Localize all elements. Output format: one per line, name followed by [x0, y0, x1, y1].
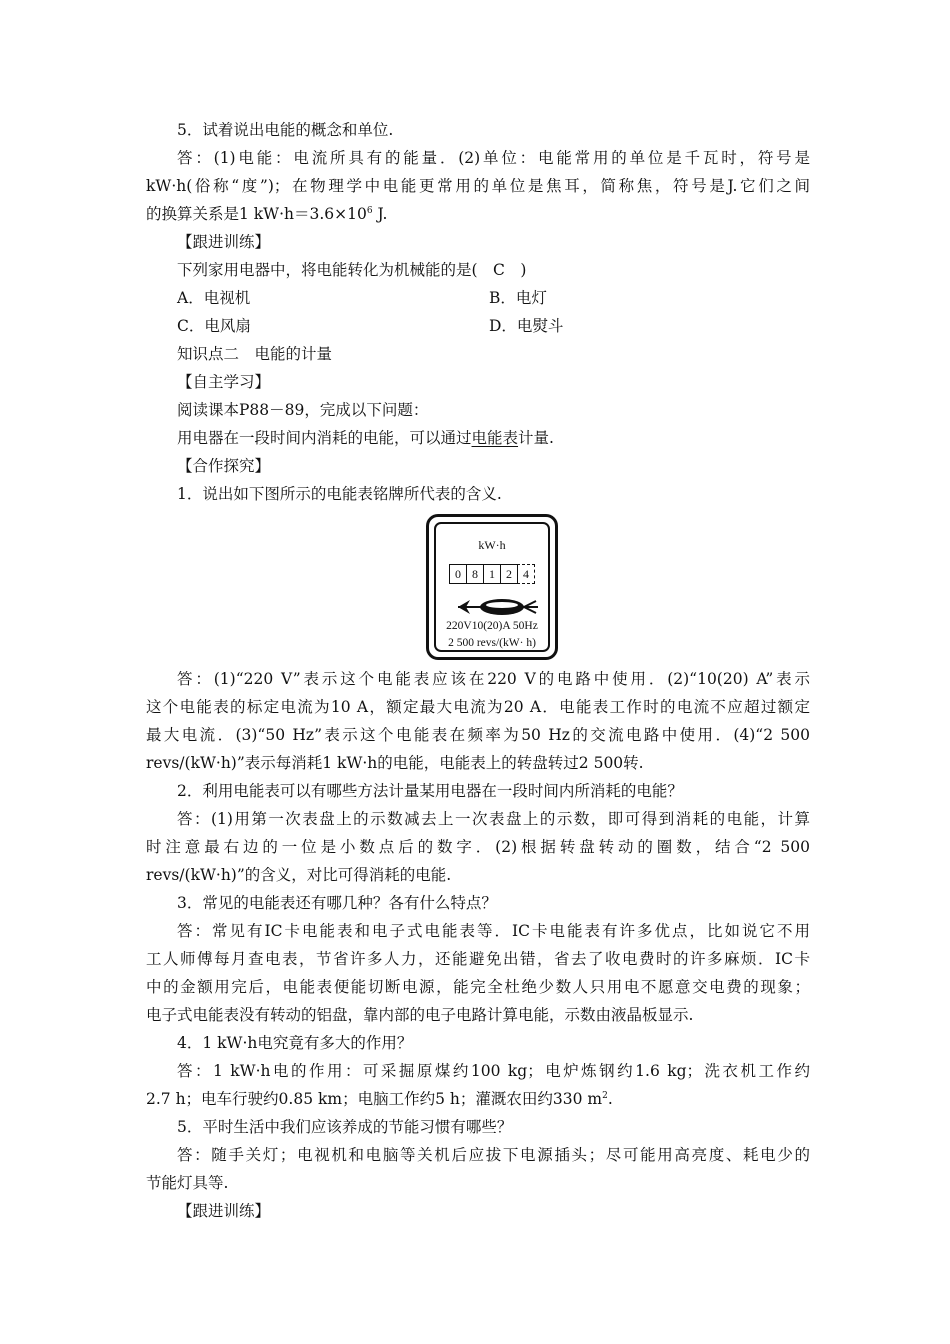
answer-line: 答：常见有IC卡电能表和电子式电能表等．IC卡电能表有许多优点，比如说它不用: [177, 922, 810, 940]
option-d: D．电熨斗: [489, 317, 564, 335]
fill-in-sentence: [177, 424, 810, 452]
superscript: 6: [366, 206, 373, 216]
answer-line: 电子式电能表没有转动的铝盘，靠内部的电子电路计算电能，示数由液晶板显示.: [146, 1006, 694, 1024]
knowledge-point-title: 知识点二 电能的计量: [177, 345, 333, 363]
option-row: [177, 312, 810, 340]
answer-line: 答：1 kW·h电的作用：可采掘原煤约100 kg；电炉炼钢约1.6 kg；洗衣机工作约: [177, 1062, 810, 1080]
answer-line: 答：(1)用第一次表盘上的示数减去上一次表盘上的示数，即可得到消耗的电能，计算: [177, 810, 810, 828]
meter-digit: 2: [500, 564, 518, 584]
meter-digit: 0: [449, 564, 467, 584]
answer-line: [146, 200, 810, 228]
answer-line: 时注意最右边的一位是小数点后的数字．(2)根据转盘转动的圈数，结合“2 500: [146, 838, 810, 856]
section-heading: 【跟进训练】: [177, 233, 271, 251]
text-span: 用电器在一段时间内消耗的电能，可以通过: [177, 429, 472, 447]
superscript: 2: [602, 1091, 608, 1101]
text-span: .: [607, 1090, 613, 1108]
answer-line: [146, 1085, 810, 1113]
meter-digit-row: [449, 564, 534, 583]
meter-digit: 8: [466, 564, 484, 584]
meter-spec-revolutions: 2 500 revs/(kW· h): [448, 637, 536, 649]
meter-spec-voltage-current: 220V10(20)A 50Hz: [446, 620, 538, 632]
text-span: 2.7 h；电车行驶约0.85 km；电脑工作约5 h；灌溉农田约330 m: [146, 1090, 603, 1108]
question-5-habits: 5．平时生活中我们应该养成的节能习惯有哪些？: [177, 1118, 513, 1136]
answer-line: 答：(1)电能：电流所具有的能量．(2)单位：电能常用的单位是千瓦时，符号是: [177, 149, 810, 167]
text-span: 计量.: [518, 429, 554, 447]
option-b: B．电灯: [489, 289, 547, 307]
section-heading: 【合作探究】: [177, 457, 271, 475]
meter-digit: 1: [483, 564, 501, 584]
option-c: C．电风扇: [177, 317, 251, 335]
question-5-concept: 5．试着说出电能的概念和单位.: [177, 121, 394, 139]
meter-nameplate: [434, 522, 550, 652]
option-a: A．电视机: [177, 289, 251, 307]
answer-line: 答：(1)“220 V”表示这个电能表应该在220 V的电路中使用．(2)“10(20) A”表示: [177, 670, 810, 688]
exercise-question: 下列家用电器中，将电能转化为机械能的是( C ): [177, 261, 527, 279]
meter-decimal-digit: 4: [517, 564, 535, 584]
section-heading: 【跟进训练】: [177, 1202, 271, 1220]
electric-meter-figure: [426, 514, 558, 660]
answer-line: revs/(kW·h)”表示每消耗1 kW·h的电能，电能表上的转盘转过2 500转.: [146, 754, 644, 772]
text-span: J.: [372, 205, 388, 223]
answer-line: kW·h(俗称“度”)；在物理学中电能更常用的单位是焦耳，简称焦，符号是J.它们之间: [146, 177, 810, 195]
answer-line: 工人师傅每月查电表，节省许多人力，还能避免出错，省去了收电费时的许多麻烦．IC卡: [146, 950, 810, 968]
question-4: 4．1 kW·h电究竟有多大的作用？: [177, 1034, 413, 1052]
answer-line: 中的金额用完后，电能表便能切断电源，能完全杜绝少数人只用电不愿意交电费的现象；: [146, 978, 810, 996]
rotating-disc-icon: [456, 596, 540, 618]
question-3: 3．常见的电能表还有哪几种？各有什么特点？: [177, 894, 497, 912]
underlined-answer: 电能表: [471, 429, 519, 447]
question-1: 1．说出如下图所示的电能表铭牌所代表的含义.: [177, 485, 502, 503]
question-2: 2．利用电能表可以有哪些方法计量某用电器在一段时间内所消耗的电能？: [177, 782, 683, 800]
answer-line: 这个电能表的标定电流为10 A，额定最大电流为20 A．电能表工作时的电流不应超过额定: [146, 698, 810, 716]
option-row: [177, 284, 810, 312]
text-span: 的换算关系是1 kW·h＝3.6×10: [146, 205, 367, 223]
section-heading: 【自主学习】: [177, 373, 271, 391]
instruction: 阅读课本P88－89，完成以下问题：: [177, 401, 429, 419]
meter-unit-label: kW·h: [478, 538, 506, 552]
answer-line: 节能灯具等.: [146, 1174, 229, 1192]
answer-line: revs/(kW·h)”的含义，对比可得消耗的电能.: [146, 866, 452, 884]
answer-line: 最大电流．(3)“50 Hz”表示这个电能表在频率为50 Hz的交流电路中使用．(4)“2 500: [146, 726, 810, 744]
answer-line: 答：随手关灯；电视机和电脑等关机后应拔下电源插头；尽可能用高亮度、耗电少的: [177, 1146, 810, 1164]
